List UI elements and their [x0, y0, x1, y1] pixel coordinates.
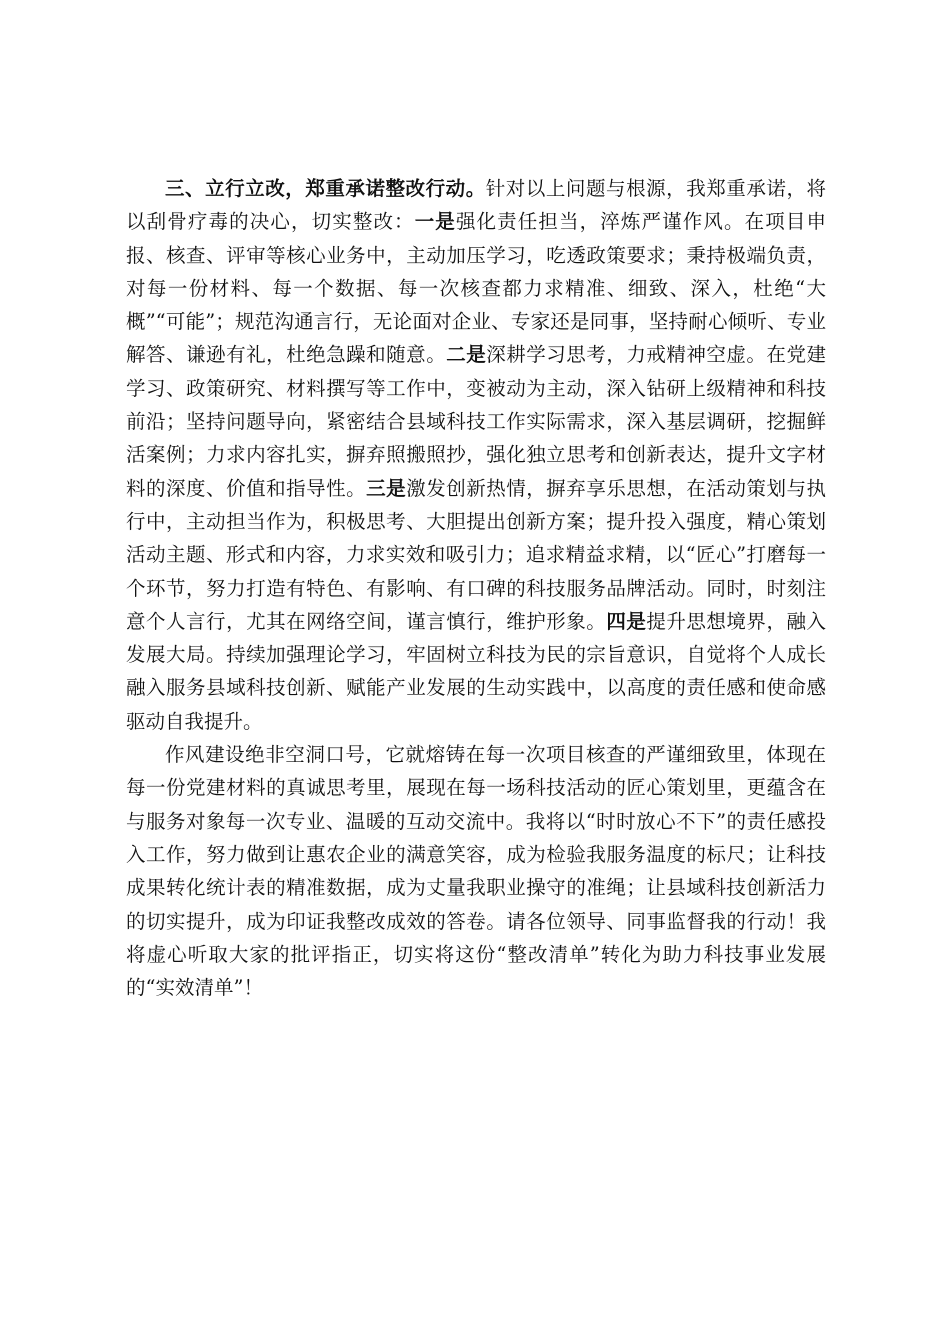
section-heading: 三、立行立改，郑重承诺整改行动。	[165, 177, 486, 200]
body-text: 作风建设绝非空洞口号，它就熔铸在每一次项目核查的严谨细致里，体现在每一份党建材料的真诚思考里，展现在每一场科技活动的匠心策划里，更蕴含在与服务对象每一次专业、温暖的互动交流中。我将以“时时放心不下”的责任感投入工作，努力做到让惠农企业的满意笑容，成为检验我服务温度的标尺；让科技成果转化统计表的精准数据，成为丈量我职业操守的准绳；让县域科技创新活力的切实提升，成为印证我整改成效的答卷。请各位领导、同事监督我的行动！我将虚心听取大家的批评指正，切实将这份“整改清单”转化为助力科技事业发展的“实效清单”！	[126, 743, 826, 1000]
point-marker-three: 三是	[366, 476, 407, 500]
body-text: 强化责任担当，淬炼严谨作风。在项目申报、核查、评审等核心业务中，主动加压学习，吃透政策要求；秉持极端负责，对每一份材料、每一个数据、每一次核查都力求精准、细致、深入，杜绝“大概”“可能”；规范沟通言行，无论面对企业、专家还是同事，坚持耐心倾听、专业解答、谦逊有礼，杜绝急躁和随意。	[126, 210, 826, 367]
paragraph-rectification-commitment	[126, 172, 826, 738]
point-marker-two: 二是	[446, 343, 487, 367]
document-body	[126, 172, 826, 1004]
body-text: 提升思想境界，融入发展大局。持续加强理论学习，牢固树立科技为民的宗旨意识，自觉将个人成长融入服务县域科技创新、赋能产业发展的生动实践中，以高度的责任感和使命感驱动自我提升。	[126, 609, 826, 733]
point-marker-one: 一是	[414, 210, 456, 234]
paragraph-conclusion	[126, 738, 826, 1004]
body-text: 深耕学习思考，力戒精神空虚。在党建学习、政策研究、材料撰写等工作中，变被动为主动，深入钻研上级精神和科技前沿；坚持问题导向，紧密结合县域科技工作实际需求，深入基层调研，挖掘鲜活案例；力求内容扎实，摒弃照搬照抄，强化独立思考和创新表达，提升文字材料的深度、价值和指导性。	[126, 343, 826, 500]
body-text: 激发创新热情，摒弃享乐思想，在活动策划与执行中，主动担当作为，积极思考、大胆提出创新方案；提升投入强度，精心策划活动主题、形式和内容，力求实效和吸引力；追求精益求精，以“匠心”打磨每一个环节，努力打造有特色、有影响、有口碑的科技服务品牌活动。同时，时刻注意个人言行，尤其在网络空间，谨言慎行，维护形象。	[126, 476, 826, 633]
point-marker-four: 四是	[606, 609, 647, 633]
body-text: 针对以上问题与根源，我郑重承诺，将以刮骨疗毒的决心，切实整改：	[126, 177, 826, 234]
